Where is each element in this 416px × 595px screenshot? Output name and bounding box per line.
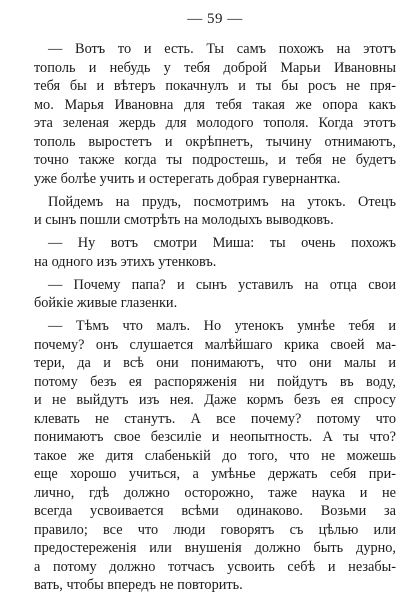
text-line: точно также когда ты подростешь, и тебя не будетъ — [34, 152, 396, 168]
text-line: предостереженія или внушенія должно быть дурно, — [34, 540, 396, 556]
text-line: — Тѣмъ что малъ. Но утенокъ умнѣе тебя и — [48, 318, 396, 334]
text-line: эта зеленая жердь для молодого тополя. Когда этотъ — [34, 115, 396, 131]
book-page — [34, 4, 396, 595]
text-line: уже болѣе учить и остерегать добрая гувернантка. — [34, 170, 341, 187]
text-line: тополь выростетъ и окрѣпнетъ, тычину отнимаютъ, — [34, 133, 396, 150]
text-line: на одного изъ этихъ утенковъ. — [34, 253, 217, 270]
text-line: тери, да и всѣ они понимаютъ, что они малы и — [34, 355, 396, 371]
text-line: тебя бы и вѣтеръ покачнулъ и ты бы росъ не пря- — [34, 78, 396, 94]
text-line: и не выйдутъ изъ нея. Даже кормъ безъ ея спросу — [34, 392, 396, 408]
text-line: вать, чтобы впередъ не повторить. — [34, 577, 243, 593]
text-line: такое же дитя слабенькій до того, что не можешь — [34, 447, 396, 464]
text-line: клевать не станутъ. А все почему? потому что — [34, 410, 396, 427]
text-line: — Ну вотъ смотри Миша: ты очень похожъ — [48, 235, 396, 251]
paragraph — [34, 193, 396, 230]
paragraph — [34, 276, 396, 313]
text-line: лично, гдѣ должно осторожно, таже наука и не — [34, 484, 396, 501]
paragraph — [34, 234, 396, 271]
text-line: потому безъ ея распоряженія ни пойдутъ въ воду, — [34, 373, 396, 390]
page-number: — 59 — — [187, 11, 243, 27]
text-line: — Вотъ то и есть. Ты самъ похожъ на этотъ — [48, 41, 396, 57]
paragraph — [34, 317, 396, 595]
text-line: а потому должно тотчасъ усвоить себѣ и незабы- — [34, 558, 396, 575]
page-body — [34, 40, 396, 595]
text-line: всегда усвоивается всѣми одинаково. Возьми за — [34, 503, 396, 519]
text-line: почему? онъ слушается малѣйшаго крика своей ма- — [34, 336, 396, 353]
paragraph — [34, 40, 396, 188]
text-line: мо. Марья Ивановна для тебя такая же опора какъ — [34, 96, 396, 113]
text-line: и сынъ пошли смотрѣть на молодыхъ выводковъ. — [34, 212, 334, 228]
text-line: тополь и небудь у тебя доброй Марьи Ивановны — [34, 59, 396, 76]
text-line: Пойдемъ на прудъ, посмотримъ на утокъ. Отецъ — [48, 193, 396, 210]
text-line: — Почему папа? и сынъ уставилъ на отца свои — [48, 276, 396, 293]
text-line: бойкіе живые глазенки. — [34, 295, 178, 311]
text-line: еще хорошо учиться, а умѣнье держать себя при- — [34, 466, 396, 482]
text-line: понимаютъ свое безсиліе и неопытность. А ты что? — [34, 429, 396, 445]
text-line: правило; все что люди говорятъ съ цѣлью или — [34, 521, 396, 538]
